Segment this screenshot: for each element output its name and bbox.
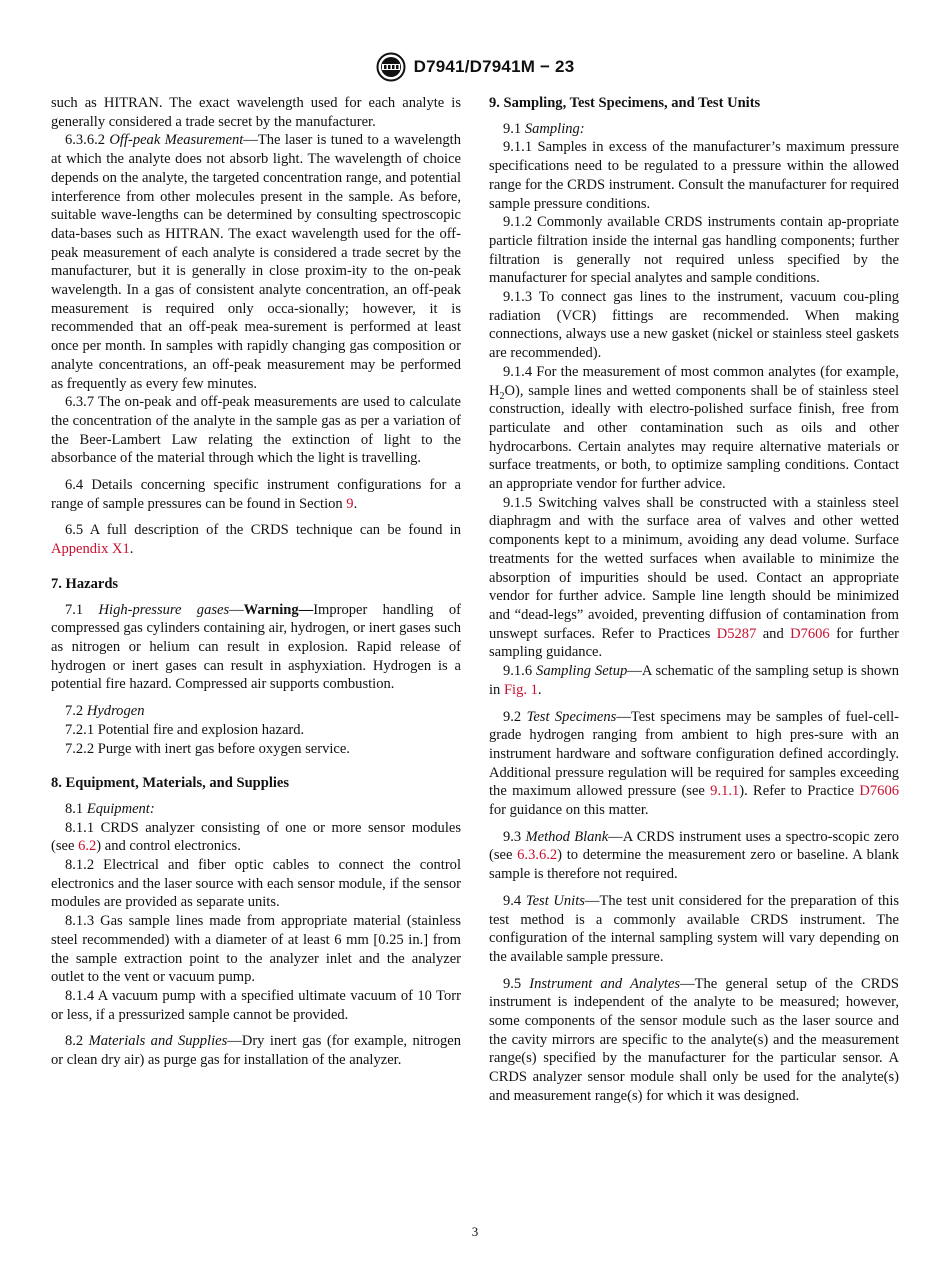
astm-logo-icon (376, 52, 406, 82)
paragraph-8-1-3: 8.1.3 Gas sample lines made from appropriate material (stainless steel recommended) with a diameter of at least 6 mm [0.25 in.] from the sample extraction point to the analyzer inlet and the analyzer outlet to the vent or vacuum pump. (51, 913, 461, 986)
d5287-link[interactable]: D5287 (716, 625, 757, 642)
paragraph-9-4: 9.4 Test Units—The test unit considered for the preparation of this test method is a commonly available CRDS instrument. The configuration of the internal sampling system will vary depending on the available sample pressure. (489, 892, 900, 965)
paragraph-8-2: 8.2 Materials and Supplies—Dry inert gas (for example, nitrogen or clean dry air) as purge gas for installation of the analyzer. (51, 1033, 461, 1069)
section-heading-sampling: 9. Sampling, Test Specimens, and Test Units (489, 95, 761, 111)
paragraph-6-3-7: 6.3.7 The on-peak and off-peak measurements are used to calculate the concentration of the analyte in the sample gas as per a variation of the Beer-Lambert Law relating the extinction of light to the absorbance of the material through which the light is travelling. (51, 394, 461, 467)
paragraph-9-2: 9.2 Test Specimens—Test specimens may be samples of fuel-cell-grade hydrogen ranging from ambient to high pres-sure with an instrument hardware and software configuration defined accordingly. Additional pressure regulation will be required for samples exceeding the maximum allowed pressure (see 9.1.1). Refer to Practice D7606 for guidance on this matter. (489, 708, 899, 819)
paragraph-6-5: 6.5 A full description of the CRDS technique can be found in Appendix X1. (51, 522, 461, 558)
paragraph-6-3-6-2: 6.3.6.2 Off-peak Measurement—The laser is tuned to a wavelength at which the analyte does not absorb light. The wavelength of choice depends on the analyte, the targeted concentration range, and potential interference from other molecules present in the sample. As before, suitable wave-lengths can be determined by consulting spectroscopic data-bases such as HITRAN. The exact wavelength used for the off-peak measurement of each analyte is considered a trade secret by the manufacturer, but it is generally in close proxim-ity to the on-peak wavelength. In a gas of consistent analyte concentration, an off-peak measurement is required only occa-sionally; however, it is recommended that an off-peak mea-surement is performed at least once per month. In samples with rapidly changing gas composition or analyte concentrations, an off-peak measurement may be performed as frequently as every few minutes. (51, 132, 461, 392)
paragraph-7-1: 7.1 High-pressure gases—Warning—Improper handling of compressed gas cylinders containing air, hydrogen, or inert gases such as nitrogen or helium can result in explosion. Rapid release of hydrogen or inert gases can result in asphyxiation. Hydrogen is a potential fire hazard. Compressed air supports combustion. (51, 601, 461, 693)
paragraph-8-1-1: 8.1.1 CRDS analyzer consisting of one or more sensor modules (see 6.2) and control electronics. (51, 819, 461, 855)
section-heading-equipment: 8. Equipment, Materials, and Supplies (51, 775, 290, 792)
paragraph-9-1: 9.1 Sampling: (503, 120, 585, 137)
paragraph: such as HITRAN. The exact wavelength used for each analyte is generally considered a trade secret by the manufacturer. (51, 95, 461, 130)
page-number: 3 (471, 1224, 479, 1239)
section-9-link[interactable]: 9 (346, 495, 354, 512)
paragraph-7-2-2: 7.2.2 Purge with inert gas before oxygen service. (65, 740, 350, 757)
paragraph-8-1-4: 8.1.4 A vacuum pump with a specified ultimate vacuum of 10 Torr or less, if a pressurized sample cannot be provided. (51, 987, 461, 1023)
page-header (0, 52, 950, 87)
paragraph-8-1: 8.1 Equipment: (65, 800, 155, 817)
left-column (51, 94, 461, 1070)
d7606-link[interactable]: D7606 (790, 625, 830, 642)
paragraph-9-5: 9.5 Instrument and Analytes—The general setup of the CRDS instrument is independent of the analyte to be measured; however, some components of the sensor module such as the laser source and the cavity mirrors are specific to the analyte(s) and the measurement range(s) specified by the manufacturer for the particular sensor. A CRDS analyzer sensor module shall only be used for the analyte(s) and measurement range(s) for which it was designed. (489, 975, 900, 1104)
paragraph-9-3: 9.3 Method Blank—A CRDS instrument uses a spectro-scopic zero (see 6.3.6.2) to determine the measurement zero or baseline. A blank sample is therefore not required. (489, 828, 899, 883)
section-9-1-1-link[interactable]: 9.1.1 (710, 783, 740, 800)
section-heading-hazards: 7. Hazards (51, 575, 119, 592)
paragraph-9-1-4: 9.1.4 For the measurement of most common analytes (for example, $H_2O$), sample lines and wetted components shall be of stainless steel construction, ideally with electro-polished surface finish, free from particulate and other contamination such as oils and other hydrocarbons. Certain analytes may require alternative materials or surface treatments, or both, to optimize sampling conditions. Contact an appropriate vendor for further advice. (489, 363, 899, 493)
paragraph-9-1-3: 9.1.3 To connect gas lines to the instrument, vacuum cou-pling radiation (VCR) fittings are recommended. When making connections, always use a new gasket (nickel or stainless steel gaskets are recommended). (489, 289, 899, 362)
paragraph-9-1-2: 9.1.2 Commonly available CRDS instruments contain ap-propriate particle filtration inside the internal gas handling components; further filtration is generally not required unless specified by the manufacturer for special analytes and sample conditions. (489, 214, 899, 287)
paragraph-9-1-1: 9.1.1 Samples in excess of the manufacturer’s maximum pressure specifications need to be regulated to a pressure within the allowed range for the CRDS instrument. Consult the manufacturer for required sample pressure conditions. (489, 139, 899, 212)
appendix-x1-link[interactable]: Appendix X1 (51, 541, 130, 558)
paragraph-7-2: 7.2 Hydrogen (65, 703, 145, 720)
section-6-2-link[interactable]: 6.2 (78, 838, 97, 855)
section-6-3-6-2-link[interactable]: 6.3.6.2 (517, 847, 558, 864)
standard-designation: D7941/D7941M − 23 (413, 57, 575, 76)
paragraph-8-1-2: 8.1.2 Electrical and fiber optic cables to connect the control electronics and the laser source with each sensor module, if the sensor modules are provided as separate units. (51, 857, 461, 911)
paragraph-9-1-6: 9.1.6 Sampling Setup—A schematic of the sampling setup is shown in Fig. 1. (489, 663, 899, 698)
right-column (489, 94, 899, 1106)
paragraph-7-2-1: 7.2.1 Potential fire and explosion hazard. (65, 721, 305, 738)
paragraph-6-4: 6.4 Details concerning specific instrument configurations for a range of sample pressures can be found in Section 9. (51, 477, 461, 512)
paragraph-9-1-5: 9.1.5 Switching valves shall be constructed with a stainless steel diaphragm and with the surface area of valves and other wetted components kept to a minimum, avoiding any dead volume. Surface treatments for the wetted surfaces when available to minimize the absorption of impurities should be used. Contact an appropriate vendor for further advice. Sample line length should be minimized and “dead-legs” avoided, preventing diffusion of contamination from unswept surfaces. Refer to Practices D5287 and D7606 for further sampling guidance. (489, 494, 899, 661)
d7606-link[interactable]: D7606 (859, 783, 899, 800)
fig-1-link[interactable]: Fig. 1 (503, 681, 538, 698)
